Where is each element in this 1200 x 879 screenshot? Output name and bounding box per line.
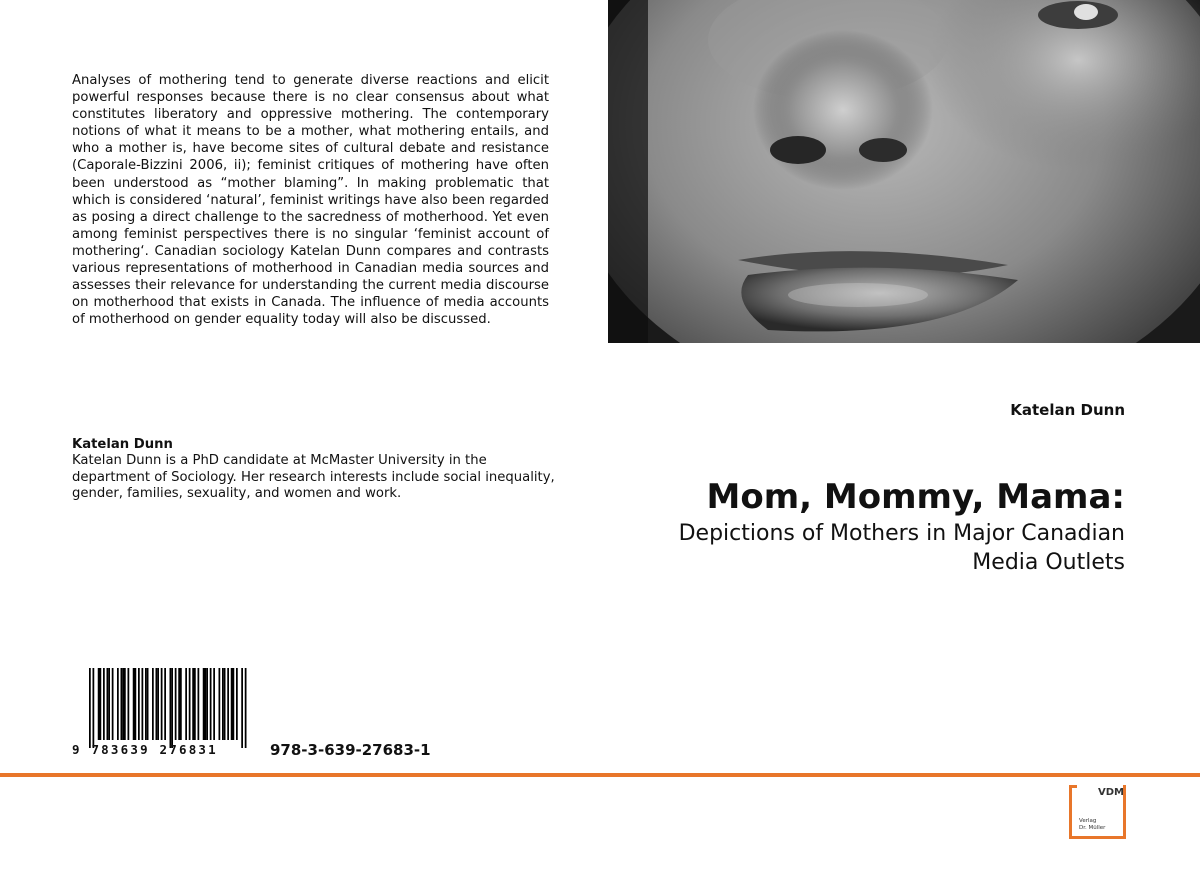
barcode-bar bbox=[219, 668, 221, 740]
barcode-bar bbox=[210, 668, 212, 740]
orange-divider bbox=[0, 773, 1200, 777]
barcode-bar bbox=[189, 668, 191, 740]
barcode-bar bbox=[161, 668, 163, 740]
barcode-bar bbox=[227, 668, 229, 740]
cover-photo bbox=[608, 0, 1200, 343]
barcode-bar bbox=[171, 668, 173, 748]
barcode-bar bbox=[180, 668, 182, 740]
book-subtitle: Depictions of Mothers in Major Canadian Media Outlets bbox=[678, 521, 1125, 575]
barcode-bar bbox=[135, 668, 137, 740]
barcode-bar bbox=[147, 668, 149, 740]
barcode-bar bbox=[178, 668, 180, 740]
logo-line-mueller: Dr. Müller bbox=[1079, 824, 1106, 831]
barcode-bar bbox=[138, 668, 140, 740]
barcode-bar bbox=[117, 668, 119, 740]
barcode-bar bbox=[121, 668, 123, 740]
barcode-bar bbox=[122, 668, 124, 740]
barcode-bar bbox=[145, 668, 147, 740]
barcode-bar bbox=[133, 668, 135, 740]
barcode-bar bbox=[224, 668, 226, 740]
back-cover-blurb: Analyses of mothering tend to generate diverse reactions and elicit powerful responses because there is no clear consensus about what constitutes liberatory and oppressive mothering. The contemporary notions of what it means to be a mother, what mothering entails, and who a mother is, have become sites of cultural debate and resistance (Caporale-Bizzini 2006, ii); feminist critiques of mothering have often been understood as “mother blaming”. In making problematic that which is considered ‘natural’, feminist writings have also been regarded as posing a direct challenge to the sacredness of motherhood. Yet even among feminist perspectives there is no singular ‘feminist account of mothering‘. Canadian sociology Katelan Dunn compares and contrasts various representations of motherhood in Canadian media sources and assesses their relevance for understanding the current media discourse on motherhood that exists in Canada. The influence of media accounts of motherhood on gender equality today will also be discussed. bbox=[72, 73, 549, 328]
author-bio-name: Katelan Dunn bbox=[72, 437, 173, 452]
barcode-bar bbox=[205, 668, 207, 740]
barcode-bar bbox=[192, 668, 194, 740]
barcode-bar bbox=[100, 668, 102, 740]
logo-bracket-top bbox=[1069, 785, 1077, 788]
barcode-bar bbox=[108, 668, 110, 740]
barcode-bar bbox=[206, 668, 208, 740]
barcode-bar bbox=[128, 668, 130, 740]
logo-vdm-text: VDM bbox=[1098, 787, 1124, 798]
barcode-bar bbox=[107, 668, 109, 740]
barcode-digits: 9 783639 276831 bbox=[72, 742, 218, 757]
barcode-bar bbox=[103, 668, 105, 740]
barcode-bar bbox=[93, 668, 95, 748]
front-cover-author: Katelan Dunn bbox=[1010, 401, 1125, 419]
barcode-bar bbox=[157, 668, 159, 740]
barcode-bar bbox=[185, 668, 187, 740]
barcode-bar bbox=[198, 668, 200, 740]
barcode-bar bbox=[156, 668, 158, 740]
book-title: Mom, Mommy, Mama: bbox=[706, 477, 1125, 517]
barcode-bar bbox=[236, 668, 238, 740]
face-closeup-photo-icon bbox=[608, 0, 1200, 343]
barcode-bar bbox=[241, 668, 243, 748]
barcode-bar bbox=[203, 668, 205, 740]
barcode-icon bbox=[72, 666, 252, 748]
barcode-bar bbox=[142, 668, 144, 740]
logo-line-verlag: Verlag bbox=[1079, 818, 1097, 824]
publisher-logo bbox=[1069, 785, 1126, 842]
author-bio-section bbox=[72, 437, 557, 503]
author-bio-text: Katelan Dunn is a PhD candidate at McMaster University in the department of Sociology. Her research interests include social inequality, gender, families, sexuality, and women and work. bbox=[72, 453, 555, 502]
barcode-bar bbox=[164, 668, 166, 740]
barcode-bar bbox=[231, 668, 233, 740]
barcode-bar bbox=[152, 668, 154, 740]
barcode-block bbox=[72, 666, 431, 766]
barcode-bar bbox=[213, 668, 215, 740]
barcode-bar bbox=[98, 668, 100, 740]
barcode-bar bbox=[124, 668, 126, 740]
barcode-bar bbox=[175, 668, 177, 740]
barcode-bar bbox=[170, 668, 172, 748]
barcode-bar bbox=[89, 668, 91, 748]
barcode-bar bbox=[112, 668, 114, 740]
barcode-bar bbox=[233, 668, 235, 740]
barcode-bar bbox=[245, 668, 247, 748]
isbn-text: 978-3-639-27683-1 bbox=[270, 741, 431, 759]
logo-subtext bbox=[1079, 818, 1105, 831]
barcode-bar bbox=[194, 668, 196, 740]
barcode-bar bbox=[222, 668, 224, 740]
